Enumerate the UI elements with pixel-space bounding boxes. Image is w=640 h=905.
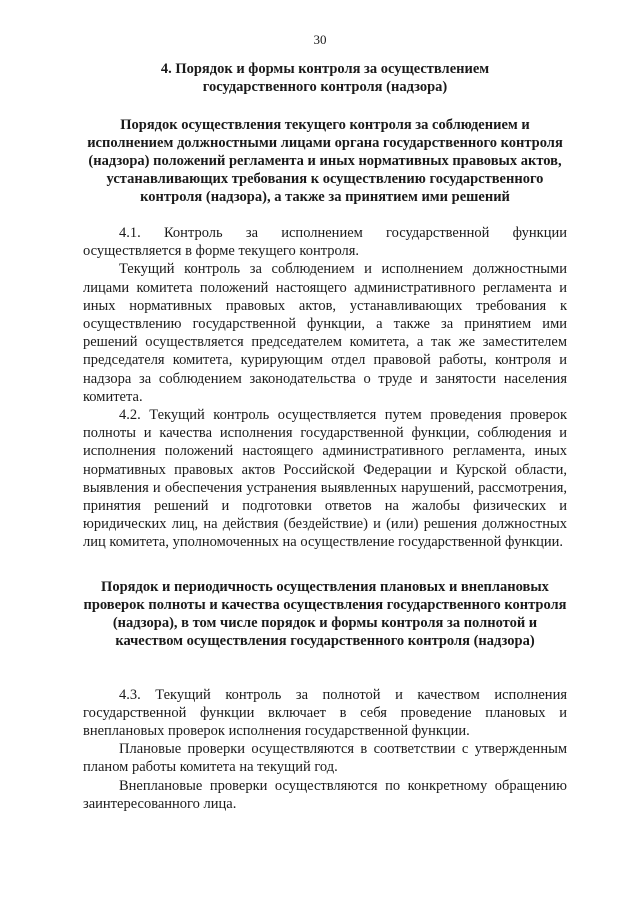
paragraph-unplanned-inspections: Внеплановые проверки осуществляются по конкретному обращению заинтересованного лица. — [83, 777, 567, 812]
subsection-heading-current-control: Порядок осуществления текущего контроля за соблюдением и исполнением должностными лицами органа государственного контроля (надзора) положений регламента и иных нормативных правовых актов, устанавливающих требования к осуществлению государственного контроля (надзора), а также за принятием ими решений — [87, 117, 563, 205]
paragraph-planned-inspections: Плановые проверки осуществляются в соответствии с утвержденным планом работы комитета на текущий год. — [83, 741, 567, 776]
paragraph-4-3: 4.3. Текущий контроль за полнотой и качеством исполнения государственной функции включает в себя проведение плановых и внеплановых проверок исполнения государственной функции. — [83, 686, 567, 740]
paragraph-4-2: 4.2. Текущий контроль осуществляется путем проведения проверок полноты и качества исполнения государственной функции, соблюдения и исполнения положений настоящего административного регламента, иных нормативных правовых актов Российской Федерации и Курской области, выявления и обеспечения устранения выявленных нарушений, рассмотрения, принятия решений и подготовки ответов на жалобы физических и юридических лиц, на действия (бездействие) и (или) решения должностных лиц комитета, уполномоченных на осуществление государственной функции. — [83, 407, 567, 551]
paragraph-current-control: Текущий контроль за соблюдением и исполнением должностными лицами комитета положений настоящего административного регламента и иных нормативных правовых актов, устанавливающих требования к осуществлению государственной функции, а также за принятием ими решений осуществляется председателем комитета, а так же заместителем председателя комитета, курирующим отдел правовой работы, контроля и надзора за соблюдением законодательства о труде и занятости населения комитета. — [83, 261, 567, 405]
subsection-heading-inspections: Порядок и периодичность осуществления плановых и внеплановых проверок полноты и качества осуществления государственного контроля (надзора), в том числе порядок и формы контроля за полнотой и качеством осуществления государственного контроля (надзора) — [83, 578, 567, 649]
paragraph-4-1: 4.1. Контроль за исполнением государственной функции осуществляется в форме текущего контроля. — [83, 225, 567, 260]
document-body — [83, 60, 567, 813]
page-number: 30 — [313, 32, 327, 47]
section-title: 4. Порядок и формы контроля за осуществлением государственного контроля (надзора) — [160, 61, 490, 95]
